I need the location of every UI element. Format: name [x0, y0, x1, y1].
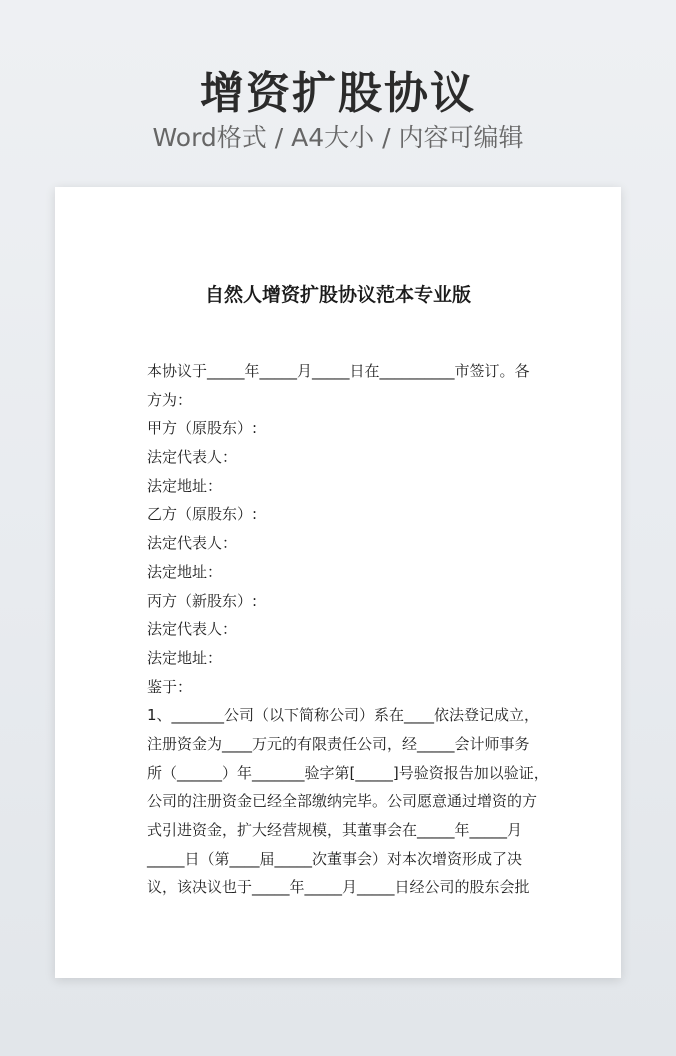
doc-line-clause-1: 注册资金为____万元的有限责任公司，经_____会计师事务: [147, 734, 530, 753]
document-page: [55, 187, 621, 978]
doc-line-clause-1: 1、_______公司（以下简称公司）系在____依法登记成立，: [147, 706, 540, 725]
doc-line-clause-1: _____日（第____届_____次董事会）对本次增资形成了决: [147, 849, 523, 868]
doc-line-party-a-address: 法定地址：: [147, 476, 223, 495]
document-title: 自然人增资扩股协议范本专业版: [204, 284, 471, 306]
document-body: [147, 357, 547, 902]
doc-line-party-a-rep: 法定代表人：: [147, 448, 238, 467]
doc-line-party-b-address: 法定地址：: [147, 562, 223, 581]
doc-line-parties: 方为：: [147, 390, 193, 409]
banner-subtitle: Word格式 / A4大小 / 内容可编辑: [152, 123, 524, 152]
doc-line-party-b-rep: 法定代表人：: [147, 534, 238, 553]
doc-line-clause-1: 所（______）年_______验字第[_____]号验资报告加以验证，: [147, 763, 549, 782]
doc-line-clause-1: 公司的注册资金已经全部缴纳完毕。公司愿意通过增资的方: [147, 792, 538, 811]
doc-line-party-a: 甲方（原股东）:: [147, 419, 258, 438]
doc-line-party-c-address: 法定地址：: [147, 648, 223, 667]
doc-line-party-c-rep: 法定代表人：: [147, 620, 238, 639]
doc-line-whereas: 鉴于：: [147, 677, 193, 696]
doc-line-party-c: 丙方（新股东）:: [147, 591, 258, 610]
doc-line-clause-1: 议，该决议也于_____年_____月_____日经公司的股东会批: [147, 878, 530, 897]
banner-title: 增资扩股协议: [200, 68, 476, 119]
doc-line-party-b: 乙方（原股东）:: [147, 505, 258, 524]
doc-line-signing: 本协议于_____年_____月_____日在__________市签订。各: [147, 362, 530, 380]
doc-line-clause-1: 式引进资金，扩大经营规模，其董事会在_____年_____月: [147, 821, 523, 839]
